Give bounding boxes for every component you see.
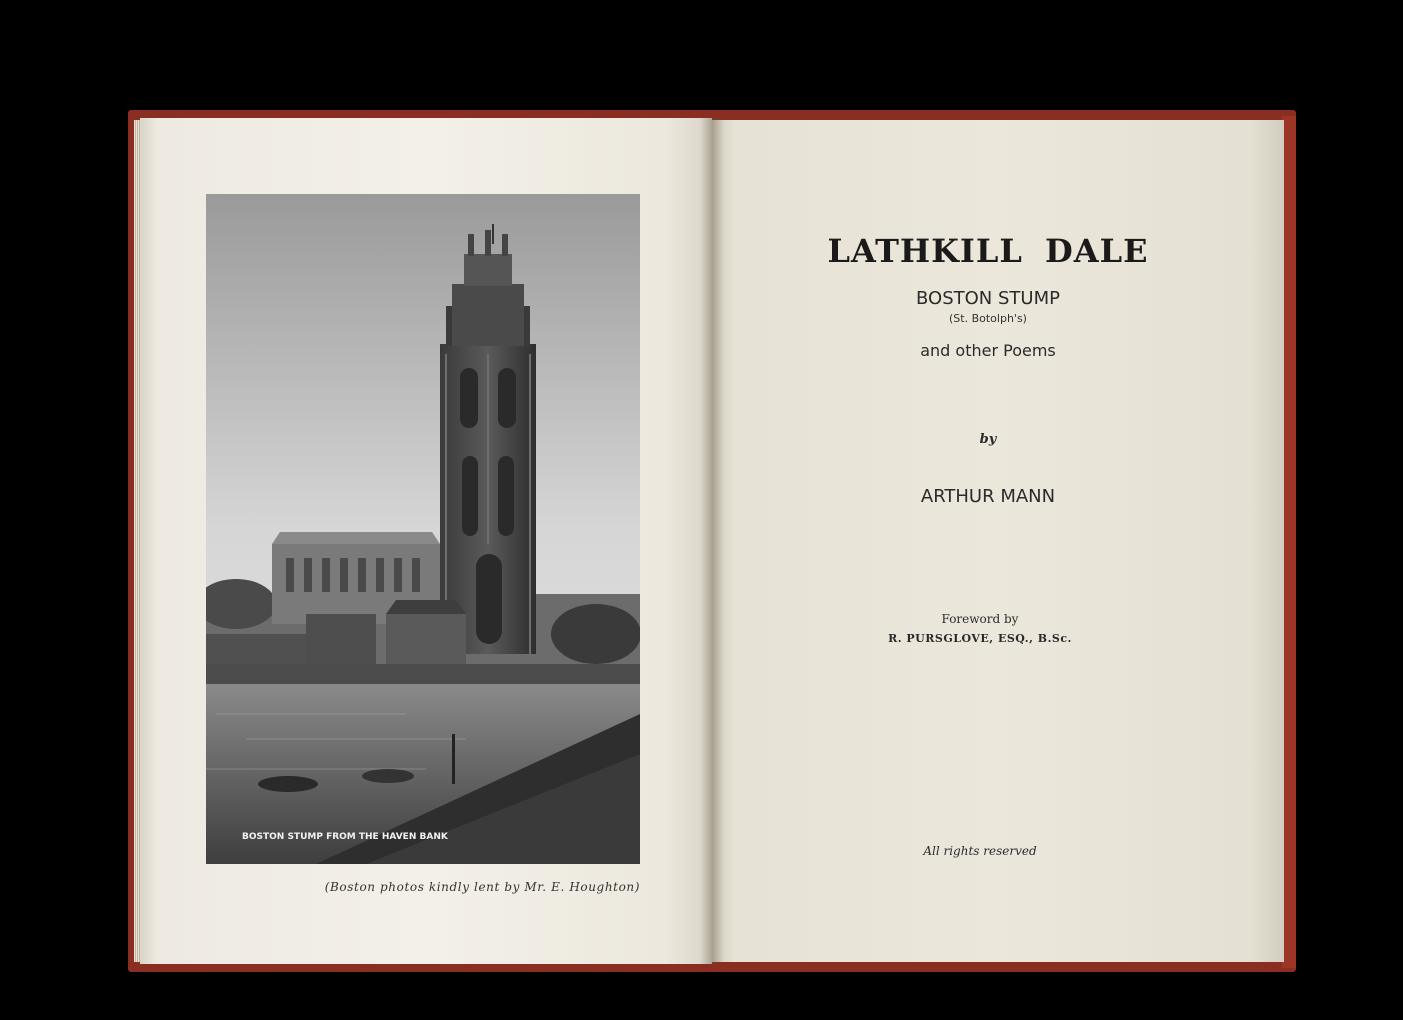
foreword-author: R. PURSGLOVE, ESQ., B.Sc. — [888, 632, 1072, 645]
church-photograph — [206, 194, 640, 864]
book-gutter — [700, 118, 724, 964]
photo-credit: (Boston photos kindly lent by Mr. E. Houghton) — [324, 880, 640, 894]
by-line: by — [979, 432, 997, 447]
author-name: ARTHUR MANN — [920, 486, 1056, 507]
other-poems-line: and other Poems — [920, 341, 1056, 360]
foreword-label: Foreword by — [941, 612, 1019, 626]
rights-notice: All rights reserved — [923, 844, 1037, 858]
photo-illustration — [206, 194, 640, 864]
subtitle-note: (St. Botolph's) — [949, 312, 1027, 325]
cover-edge — [1282, 116, 1296, 968]
book-title: LATHKILL DALE — [827, 232, 1149, 270]
photo-caption: BOSTON STUMP FROM THE HAVEN BANK — [242, 832, 448, 842]
book-subtitle: BOSTON STUMP — [916, 288, 1060, 309]
